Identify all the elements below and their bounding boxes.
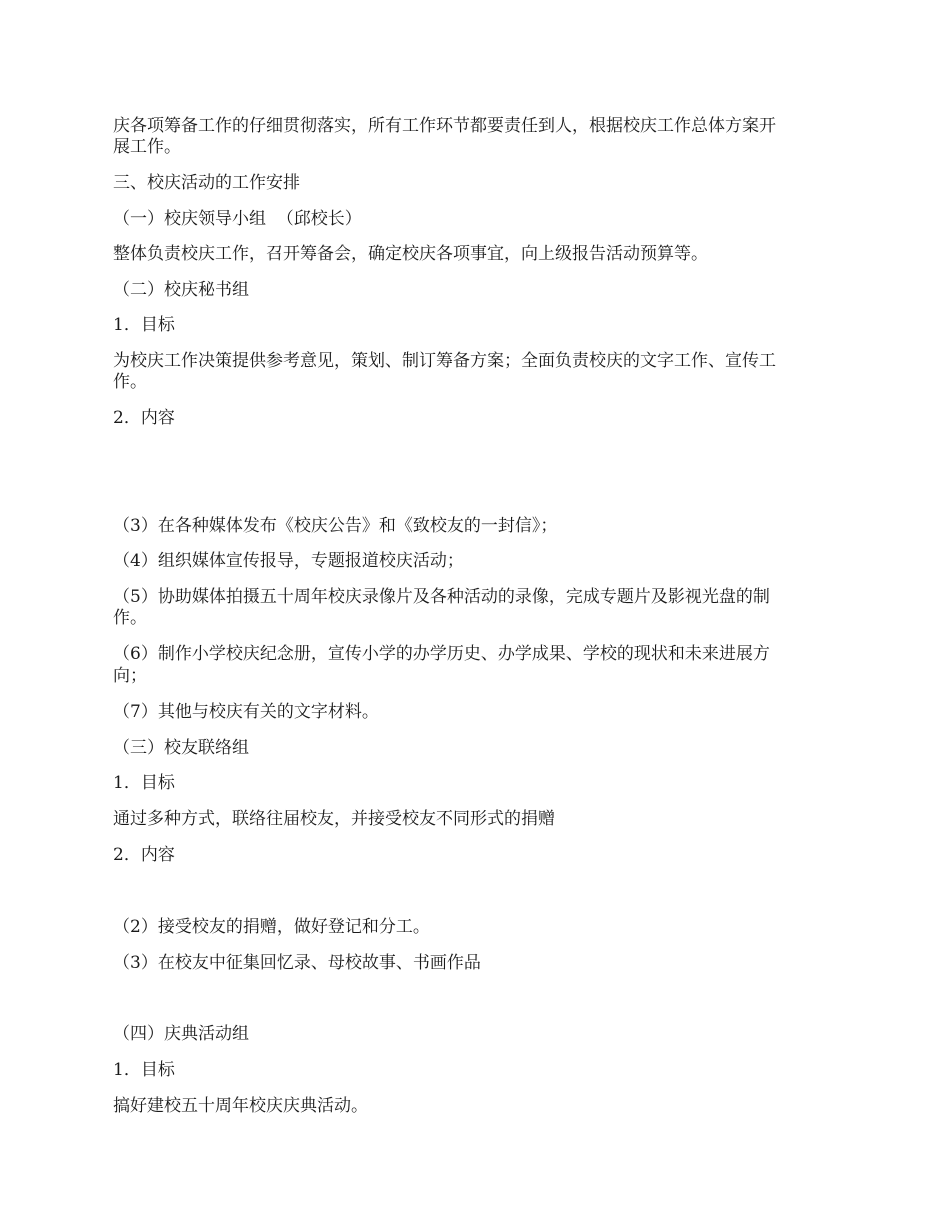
list-item: （5）协助媒体拍摄五十周年校庆录像片及各种活动的录像，完成专题片及影视光盘的制 [113, 587, 770, 607]
subsection-heading: （三）校友联络组 [113, 738, 249, 758]
list-item: （4）组织媒体宣传报导，专题报道校庆活动； [113, 551, 464, 571]
subsection-heading: （一）校庆领导小组 （邱校长） [113, 209, 362, 229]
item-heading: 2．内容 [113, 845, 175, 865]
item-heading: 1．目标 [113, 1060, 175, 1080]
list-item: 作。 [113, 608, 147, 628]
list-item: （3）在各种媒体发布《校庆公告》和《致校友的一封信》； [113, 516, 558, 536]
paragraph-line: 搞好建校五十周年校庆庆典活动。 [113, 1096, 368, 1116]
paragraph-line: 作。 [113, 372, 147, 392]
subsection-heading: （四）庆典活动组 [113, 1024, 249, 1044]
list-item: （2）接受校友的捐赠，做好登记和分工。 [113, 917, 430, 937]
paragraph-line: 为校庆工作决策提供参考意见，策划、制订筹备方案；全面负责校庆的文字工作、宣传工 [113, 351, 776, 371]
item-heading: 2．内容 [113, 408, 175, 428]
list-item: 向； [113, 666, 147, 686]
paragraph-line: 庆各项筹备工作的仔细贯彻落实，所有工作环节都要责任到人，根据校庆工作总体方案开 [113, 116, 776, 136]
item-heading: 1．目标 [113, 773, 175, 793]
list-item: （7）其他与校庆有关的文字材料。 [113, 702, 379, 722]
subsection-heading: （二）校庆秘书组 [113, 280, 249, 300]
paragraph-line: 整体负责校庆工作，召开筹备会，确定校庆各项事宜，向上级报告活动预算等。 [113, 244, 708, 264]
list-item: （3）在校友中征集回忆录、母校故事、书画作品 [113, 953, 481, 973]
list-item: （6）制作小学校庆纪念册，宣传小学的办学历史、办学成果、学校的现状和未来进展方 [113, 644, 770, 664]
paragraph-line: 通过多种方式，联络往届校友，并接受校友不同形式的捐赠 [113, 809, 555, 829]
paragraph-line: 展工作。 [113, 137, 181, 157]
section-heading: 三、校庆活动的工作安排 [113, 173, 300, 193]
item-heading: 1．目标 [113, 315, 175, 335]
